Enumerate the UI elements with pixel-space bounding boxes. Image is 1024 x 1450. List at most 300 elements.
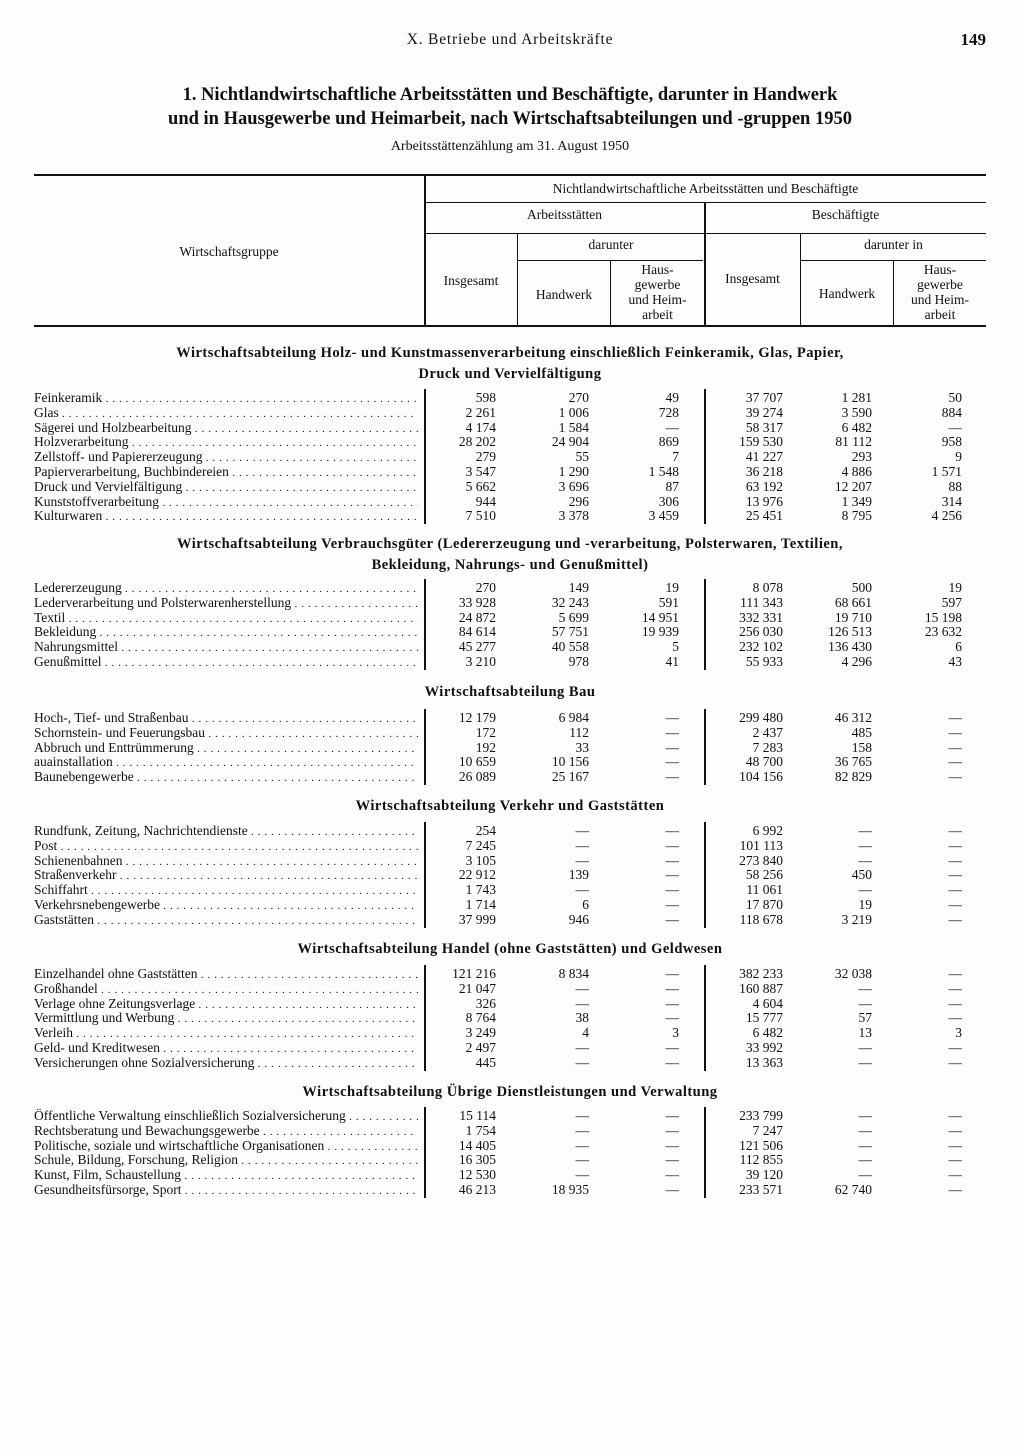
cell-hausgewerbe-b: 3 [955, 1025, 962, 1041]
cell-hausgewerbe-a: — [665, 867, 679, 883]
cell-hausgewerbe-a: — [665, 724, 679, 740]
cell-handwerk-b: 158 [851, 739, 872, 755]
cell-hausgewerbe-b: 19 [948, 580, 962, 595]
cell-handwerk-a: 4 [582, 1025, 589, 1041]
cell-hausgewerbe-a: 49 [665, 390, 679, 405]
cell-handwerk-b: 82 829 [834, 769, 872, 785]
table-row [34, 823, 986, 838]
section-title: Wirtschaftsabteilung Übrige Dienstleistungen und Verwaltung [302, 1084, 718, 1100]
table-row [34, 1040, 986, 1055]
table-row [34, 1167, 986, 1182]
running-header [34, 31, 986, 53]
table-row [34, 867, 986, 882]
cell-hausgewerbe-a: 591 [658, 594, 679, 610]
chapter-title: X. Betriebe und Arbeitskräfte [406, 31, 614, 48]
cell-hausgewerbe-b: — [948, 995, 962, 1011]
cell-handwerk-b: 57 [858, 1010, 872, 1026]
cell-handwerk-b: — [858, 1167, 872, 1183]
cell-hausgewerbe-a: — [665, 769, 679, 785]
table-row [34, 1182, 986, 1197]
cell-hausgewerbe-a: 87 [665, 478, 679, 494]
cell-handwerk-a: 139 [568, 867, 589, 883]
hausgewerbe-header-b: Haus- gewerbe und Heim- arbeit [910, 262, 970, 322]
arbeitsstaetten-header: Arbeitsstätten [527, 207, 602, 222]
cell-handwerk-b: 32 038 [834, 966, 872, 981]
cell-handwerk-b: — [858, 1152, 872, 1168]
cell-handwerk-b: 36 765 [834, 754, 872, 770]
cell-hausgewerbe-b: — [948, 1137, 962, 1153]
table-row [34, 725, 986, 740]
cell-handwerk-a: 25 167 [551, 769, 589, 785]
table-row [34, 897, 986, 912]
table-row [34, 966, 986, 981]
cell-insgesamt-b: 6 482 [752, 1025, 783, 1041]
cell-insgesamt-a: 28 202 [458, 434, 496, 450]
cell-handwerk-b: — [858, 995, 872, 1011]
cell-insgesamt-a: 15 114 [459, 1108, 496, 1123]
row-label: Feinkeramik . . . [34, 390, 418, 407]
cell-insgesamt-a: 944 [475, 493, 496, 509]
cell-hausgewerbe-b: 884 [941, 404, 962, 420]
cell-insgesamt-b: 233 799 [739, 1108, 783, 1123]
cell-hausgewerbe-a: — [665, 823, 679, 838]
cell-insgesamt-b: 332 331 [739, 609, 783, 625]
cell-handwerk-b: — [858, 852, 872, 868]
cell-hausgewerbe-b: 314 [941, 493, 962, 509]
cell-insgesamt-a: 279 [475, 449, 496, 465]
cell-insgesamt-a: 8 764 [465, 1010, 496, 1026]
cell-hausgewerbe-a: 5 [672, 639, 679, 655]
cell-insgesamt-b: 7 283 [752, 739, 783, 755]
table-row [34, 1152, 986, 1167]
row-label: Lederverarbeitung und Polsterwarenherstellung . . . [34, 595, 418, 612]
cell-handwerk-a: — [575, 1054, 589, 1070]
row-label: Baunebengewerbe . . . [34, 769, 418, 786]
cell-hausgewerbe-b: — [948, 852, 962, 868]
table-row [34, 508, 986, 523]
cell-handwerk-b: — [858, 1137, 872, 1153]
cell-insgesamt-a: 22 912 [458, 867, 496, 883]
section-title: Wirtschaftsabteilung Bau [424, 684, 596, 700]
cell-handwerk-b: 13 [858, 1025, 872, 1041]
cell-hausgewerbe-b: — [948, 1010, 962, 1026]
beschaeftigte-header: Beschäftigte [811, 207, 880, 222]
cell-hausgewerbe-a: — [665, 897, 679, 912]
cell-handwerk-a: 1 290 [558, 464, 589, 479]
cell-handwerk-b: 1 349 [841, 493, 872, 509]
row-label: Ledererzeugung . . . [34, 580, 418, 597]
cell-hausgewerbe-a: — [665, 1108, 679, 1123]
row-label: Öffentliche Verwaltung einschließlich Sozialversicherung . . . [34, 1108, 418, 1125]
table-row [34, 494, 986, 509]
cell-handwerk-b: 3 590 [841, 404, 872, 420]
table-row [34, 754, 986, 769]
cell-insgesamt-a: 37 999 [458, 911, 496, 927]
cell-insgesamt-b: 104 156 [739, 769, 783, 785]
cell-handwerk-a: — [575, 1122, 589, 1138]
cell-insgesamt-b: 17 870 [745, 897, 783, 912]
row-label: Holzverarbeitung . . . [34, 434, 418, 451]
cell-insgesamt-a: 7 245 [465, 837, 496, 853]
cell-hausgewerbe-b: 4 256 [931, 508, 962, 524]
cell-handwerk-b: 19 [858, 897, 872, 912]
cell-insgesamt-a: 14 405 [458, 1137, 496, 1153]
cell-handwerk-a: 6 984 [558, 710, 589, 725]
cell-insgesamt-b: 55 933 [745, 654, 783, 669]
cell-insgesamt-a: 3 547 [465, 464, 496, 479]
cell-handwerk-a: 10 156 [551, 754, 589, 770]
cell-hausgewerbe-a: 41 [665, 654, 679, 669]
cell-insgesamt-b: 13 363 [745, 1054, 783, 1070]
cell-handwerk-a: 18 935 [551, 1182, 589, 1197]
cell-handwerk-b: 293 [851, 449, 872, 465]
cell-insgesamt-b: 13 976 [745, 493, 783, 509]
cell-handwerk-b: 485 [851, 724, 872, 740]
row-label: Papierverarbeitung, Buchbindereien . . . [34, 464, 418, 481]
cell-handwerk-a: 270 [568, 390, 589, 405]
cell-handwerk-a: 40 558 [551, 639, 589, 655]
cell-hausgewerbe-a: 19 939 [641, 624, 679, 640]
cell-hausgewerbe-a: — [665, 966, 679, 981]
table-row [34, 390, 986, 405]
cell-hausgewerbe-b: 23 632 [924, 624, 962, 640]
cell-hausgewerbe-a: 3 459 [648, 508, 679, 524]
cell-hausgewerbe-b: 958 [941, 434, 962, 450]
cell-hausgewerbe-b: — [948, 710, 962, 725]
darunter-in-header: darunter in [864, 237, 923, 252]
cell-insgesamt-a: 2 497 [465, 1040, 496, 1055]
cell-handwerk-a: 1 584 [558, 419, 589, 435]
cell-handwerk-a: — [575, 1167, 589, 1183]
cell-handwerk-a: — [575, 837, 589, 853]
row-label: Verlage ohne Zeitungsverlage . . . [34, 996, 418, 1013]
cell-hausgewerbe-a: — [665, 1137, 679, 1153]
cell-hausgewerbe-a: — [665, 1122, 679, 1138]
cell-hausgewerbe-a: — [665, 1054, 679, 1070]
row-label: Geld- und Kreditwesen . . . [34, 1040, 418, 1057]
cell-handwerk-a: — [575, 1040, 589, 1055]
cell-handwerk-a: 6 [582, 897, 589, 912]
cell-handwerk-b: — [858, 1054, 872, 1070]
table-row [34, 479, 986, 494]
cell-insgesamt-a: 598 [475, 390, 496, 405]
header-rule-bottom [34, 325, 986, 327]
cell-handwerk-a: 33 [575, 739, 589, 755]
cell-insgesamt-b: 11 061 [746, 882, 783, 898]
cell-insgesamt-a: 7 510 [465, 508, 496, 524]
cell-insgesamt-b: 2 437 [752, 724, 783, 740]
table-row [34, 912, 986, 927]
cell-handwerk-a: 149 [568, 580, 589, 595]
insgesamt-header-b: Insgesamt [725, 271, 780, 286]
cell-insgesamt-b: 160 887 [739, 980, 783, 996]
cell-hausgewerbe-b: 15 198 [924, 609, 962, 625]
table-row [34, 1138, 986, 1153]
cell-hausgewerbe-b: — [948, 897, 962, 912]
table-row [34, 1010, 986, 1025]
row-label: Straßenverkehr . . . [34, 867, 418, 884]
row-label: Kulturwaren . . . [34, 508, 418, 525]
table-row [34, 996, 986, 1011]
darunter-header: darunter [588, 237, 634, 252]
cell-insgesamt-a: 270 [475, 580, 496, 595]
cell-handwerk-b: 3 219 [841, 911, 872, 927]
cell-hausgewerbe-b: 9 [955, 449, 962, 465]
cell-insgesamt-b: 41 227 [745, 449, 783, 465]
cell-hausgewerbe-b: — [948, 1122, 962, 1138]
cell-insgesamt-a: 5 662 [465, 478, 496, 494]
cell-hausgewerbe-a: — [665, 1040, 679, 1055]
cell-hausgewerbe-b: — [948, 1040, 962, 1055]
table-row [34, 1123, 986, 1138]
table-row [34, 882, 986, 897]
cell-handwerk-b: 1 281 [841, 390, 872, 405]
cell-handwerk-b: — [858, 1040, 872, 1055]
cell-insgesamt-b: 7 247 [752, 1122, 783, 1138]
cell-insgesamt-a: 192 [475, 739, 496, 755]
cell-hausgewerbe-a: 869 [658, 434, 679, 450]
row-label: Einzelhandel ohne Gaststätten . . . [34, 966, 418, 983]
cell-insgesamt-b: 37 707 [745, 390, 783, 405]
row-label: Gesundheitsfürsorge, Sport . . . [34, 1182, 418, 1199]
cell-handwerk-a: 1 006 [558, 404, 589, 420]
table-row [34, 464, 986, 479]
cell-handwerk-a: — [575, 995, 589, 1011]
cell-handwerk-b: 68 661 [834, 594, 872, 610]
cell-handwerk-b: — [858, 1108, 872, 1123]
row-label: Glas . . . [34, 405, 418, 422]
cell-hausgewerbe-a: — [665, 882, 679, 898]
cell-insgesamt-b: 33 992 [745, 1040, 783, 1055]
cell-handwerk-a: 32 243 [551, 594, 589, 610]
cell-hausgewerbe-b: 50 [948, 390, 962, 405]
cell-insgesamt-a: 10 659 [458, 754, 496, 770]
cell-handwerk-b: 4 296 [841, 654, 872, 669]
header-divider-stub [424, 174, 426, 327]
cell-insgesamt-a: 33 928 [458, 594, 496, 610]
cell-hausgewerbe-a: — [665, 754, 679, 770]
cell-handwerk-b: 46 312 [834, 710, 872, 725]
cell-hausgewerbe-b: — [948, 823, 962, 838]
cell-insgesamt-a: 45 277 [458, 639, 496, 655]
cell-handwerk-b: 12 207 [834, 478, 872, 494]
cell-insgesamt-a: 254 [475, 823, 496, 838]
cell-insgesamt-b: 15 777 [745, 1010, 783, 1026]
stub-header: Wirtschaftsgruppe [179, 244, 279, 259]
cell-insgesamt-b: 232 102 [739, 639, 783, 655]
table-row [34, 405, 986, 420]
cell-handwerk-a: 5 699 [558, 609, 589, 625]
row-label: Hoch-, Tief- und Straßenbau . . . [34, 710, 418, 727]
cell-insgesamt-b: 382 233 [739, 966, 783, 981]
cell-hausgewerbe-b: — [948, 419, 962, 435]
cell-hausgewerbe-b: — [948, 1108, 962, 1123]
cell-hausgewerbe-b: — [948, 754, 962, 770]
table-row [34, 624, 986, 639]
row-label: Rundfunk, Zeitung, Nachrichtendienste . . . [34, 823, 418, 840]
row-label: auainstallation . . . [34, 754, 418, 771]
cell-handwerk-b: 136 430 [828, 639, 872, 655]
cell-handwerk-a: 112 [569, 724, 589, 740]
cell-insgesamt-a: 1 754 [465, 1122, 496, 1138]
cell-insgesamt-b: 299 480 [739, 710, 783, 725]
cell-hausgewerbe-b: — [948, 867, 962, 883]
table-row [34, 710, 986, 725]
cell-handwerk-a: — [575, 823, 589, 838]
cell-hausgewerbe-b: — [948, 739, 962, 755]
cell-hausgewerbe-a: — [665, 1182, 679, 1197]
table-row [34, 740, 986, 755]
row-label: Schornstein- und Feuerungsbau . . . [34, 725, 418, 742]
cell-handwerk-a: 38 [575, 1010, 589, 1026]
table-row [34, 769, 986, 784]
cell-insgesamt-a: 3 105 [465, 852, 496, 868]
cell-handwerk-a: 946 [568, 911, 589, 927]
cell-hausgewerbe-a: 7 [672, 449, 679, 465]
row-label: Rechtsberatung und Bewachungsgewerbe . . . [34, 1123, 418, 1140]
row-label: Abbruch und Enttrümmerung . . . [34, 740, 418, 757]
hausgewerbe-header-a: Haus- gewerbe und Heim- arbeit [628, 262, 687, 322]
cell-handwerk-b: 19 710 [834, 609, 872, 625]
table-row [34, 420, 986, 435]
cell-handwerk-a: 57 751 [551, 624, 589, 640]
cell-hausgewerbe-a: 14 951 [641, 609, 679, 625]
cell-handwerk-b: 6 482 [841, 419, 872, 435]
cell-handwerk-b: 4 886 [841, 464, 872, 479]
cell-handwerk-a: — [575, 882, 589, 898]
table-row [34, 981, 986, 996]
cell-hausgewerbe-a: — [665, 852, 679, 868]
row-label: Schienenbahnen . . . [34, 853, 418, 870]
cell-handwerk-a: — [575, 1137, 589, 1153]
row-label: Gaststätten . . . [34, 912, 418, 929]
cell-insgesamt-a: 3 249 [465, 1025, 496, 1041]
cell-insgesamt-b: 25 451 [745, 508, 783, 524]
table-title-line-1: 1. Nichtlandwirtschaftliche Arbeitsstätten und Beschäftigte, darunter in Handwerk [182, 85, 838, 105]
cell-handwerk-a: 3 378 [558, 508, 589, 524]
cell-insgesamt-a: 4 174 [465, 419, 496, 435]
cell-handwerk-a: 55 [575, 449, 589, 465]
cell-hausgewerbe-a: — [665, 995, 679, 1011]
cell-hausgewerbe-b: 6 [955, 639, 962, 655]
cell-insgesamt-b: 256 030 [739, 624, 783, 640]
cell-handwerk-b: 500 [851, 580, 872, 595]
cell-handwerk-b: 81 112 [835, 434, 872, 450]
cell-hausgewerbe-b: — [948, 1182, 962, 1197]
cell-handwerk-a: 978 [568, 654, 589, 669]
cell-handwerk-b: 126 513 [828, 624, 872, 640]
row-label: Großhandel . . . [34, 981, 418, 998]
cell-hausgewerbe-a: — [665, 419, 679, 435]
table-row [34, 838, 986, 853]
cell-hausgewerbe-b: 597 [941, 594, 962, 610]
table-title [34, 83, 986, 131]
cell-hausgewerbe-b: 1 571 [931, 464, 962, 479]
table-header [34, 174, 986, 327]
group-header: Nichtlandwirtschaftliche Arbeitsstätten und Beschäftigte [552, 181, 859, 196]
cell-hausgewerbe-a: — [665, 911, 679, 927]
cell-insgesamt-a: 12 530 [458, 1167, 496, 1183]
row-label: Verleih . . . [34, 1025, 418, 1042]
cell-insgesamt-a: 26 089 [458, 769, 496, 785]
table-row [34, 1108, 986, 1123]
handwerk-header-a: Handwerk [535, 287, 593, 302]
row-label: Versicherungen ohne Sozialversicherung . . . [34, 1055, 418, 1072]
row-label: Verkehrsnebengewerbe . . . [34, 897, 418, 914]
cell-hausgewerbe-a: — [665, 739, 679, 755]
cell-insgesamt-a: 445 [475, 1054, 496, 1070]
cell-hausgewerbe-b: 88 [948, 478, 962, 494]
cell-hausgewerbe-b: — [948, 911, 962, 927]
row-label: Schule, Bildung, Forschung, Religion . . . [34, 1152, 418, 1169]
row-label: Zellstoff- und Papiererzeugung . . . [34, 449, 418, 466]
cell-insgesamt-a: 2 261 [465, 404, 496, 420]
table-row [34, 639, 986, 654]
cell-handwerk-b: — [858, 882, 872, 898]
cell-insgesamt-b: 101 113 [739, 837, 783, 853]
cell-insgesamt-b: 4 604 [752, 995, 783, 1011]
cell-insgesamt-b: 121 506 [739, 1137, 783, 1153]
row-label: Schiffahrt . . . [34, 882, 418, 899]
cell-hausgewerbe-a: 1 548 [648, 464, 679, 479]
cell-hausgewerbe-b: — [948, 1054, 962, 1070]
cell-hausgewerbe-b: — [948, 882, 962, 898]
row-label: Nahrungsmittel . . . [34, 639, 418, 656]
table-row [34, 1025, 986, 1040]
cell-handwerk-b: — [858, 980, 872, 996]
table-subtitle: Arbeitsstättenzählung am 31. August 1950 [390, 139, 630, 154]
cell-insgesamt-a: 24 872 [458, 609, 496, 625]
row-label: Politische, soziale und wirtschaftliche Organisationen . . . [34, 1138, 418, 1155]
cell-hausgewerbe-b: 43 [948, 654, 962, 669]
cell-hausgewerbe-a: — [665, 1010, 679, 1026]
cell-hausgewerbe-a: — [665, 837, 679, 853]
cell-insgesamt-a: 12 179 [458, 710, 496, 725]
cell-hausgewerbe-b: — [948, 724, 962, 740]
cell-insgesamt-b: 39 274 [745, 404, 783, 420]
cell-hausgewerbe-a: — [665, 710, 679, 725]
cell-insgesamt-a: 46 213 [458, 1182, 496, 1197]
cell-hausgewerbe-b: — [948, 966, 962, 981]
section-title: Wirtschaftsabteilung Verkehr und Gaststätten [355, 798, 665, 814]
cell-handwerk-a: — [575, 980, 589, 996]
section-title: Wirtschaftsabteilung Handel (ohne Gaststätten) und Geldwesen [297, 941, 723, 957]
cell-hausgewerbe-a: — [665, 1152, 679, 1168]
cell-hausgewerbe-b: — [948, 1152, 962, 1168]
section-title: Wirtschaftsabteilung Verbrauchsgüter (Ledererzeugung und -verarbeitung, Polsterwaren, Textilien, Bekleidung, Nahrungs- und Genußmittel) [177, 536, 843, 573]
cell-insgesamt-a: 3 210 [465, 654, 496, 669]
row-label: Kunst, Film, Schaustellung . . . [34, 1167, 418, 1184]
cell-handwerk-b: — [858, 837, 872, 853]
cell-insgesamt-b: 58 256 [745, 867, 783, 883]
cell-insgesamt-b: 118 678 [739, 911, 783, 927]
page-number: 149 [960, 30, 986, 49]
cell-insgesamt-a: 172 [475, 724, 496, 740]
row-label: Vermittlung und Werbung . . . [34, 1010, 418, 1027]
cell-handwerk-b: 8 795 [841, 508, 872, 524]
cell-insgesamt-b: 6 992 [752, 823, 783, 838]
cell-insgesamt-b: 111 343 [740, 594, 783, 610]
cell-hausgewerbe-b: — [948, 1167, 962, 1183]
cell-insgesamt-a: 84 614 [458, 624, 496, 640]
cell-hausgewerbe-b: — [948, 980, 962, 996]
table-row [34, 853, 986, 868]
cell-hausgewerbe-a: 3 [672, 1025, 679, 1041]
cell-insgesamt-a: 1 714 [465, 897, 496, 912]
insgesamt-header-a: Insgesamt [443, 273, 499, 288]
cell-insgesamt-b: 39 120 [745, 1167, 783, 1183]
cell-hausgewerbe-a: 19 [665, 580, 679, 595]
